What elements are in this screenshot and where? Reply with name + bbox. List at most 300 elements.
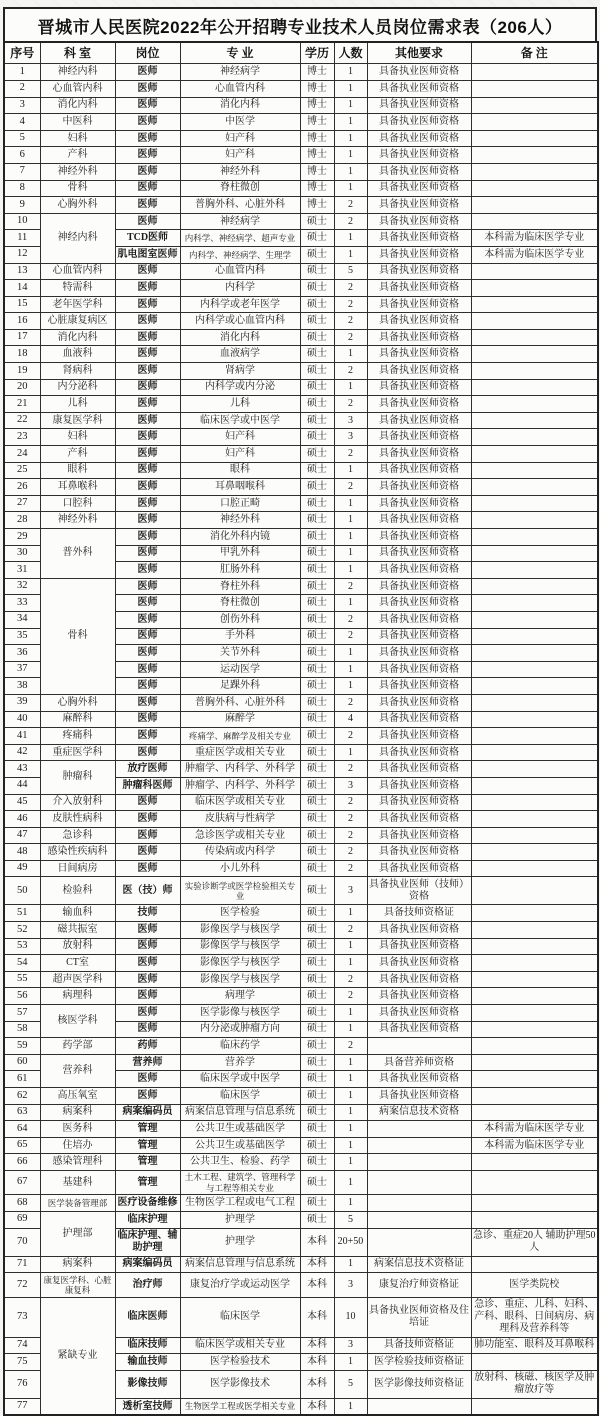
cell-major: 妇产科 <box>180 147 300 164</box>
cell-no: 25 <box>4 462 40 479</box>
cell-requirement: 具备执业医师（技师）资格 <box>367 877 471 905</box>
cell-count: 1 <box>334 1121 367 1138</box>
cell-department: 耳鼻喉科 <box>40 479 115 496</box>
cell-department: 超声医学科 <box>40 971 115 988</box>
cell-degree: 硕士 <box>300 728 334 745</box>
cell-requirement: 具备执业医师资格 <box>367 313 471 330</box>
cell-no: 16 <box>4 313 40 330</box>
cell-remark <box>471 313 598 330</box>
cell-count: 2 <box>334 794 367 811</box>
cell-no: 19 <box>4 363 40 380</box>
cell-major: 妇产科 <box>180 429 300 446</box>
cell-degree: 硕士 <box>300 694 334 711</box>
cell-remark: 医学类院校 <box>471 1273 598 1297</box>
cell-major: 营养学 <box>180 1054 300 1071</box>
cell-position: 医疗设备维修 <box>115 1195 180 1212</box>
cell-no: 5 <box>4 130 40 147</box>
cell-position: 医师 <box>115 495 180 512</box>
cell-major: 血液病学 <box>180 346 300 363</box>
cell-requirement <box>367 1211 471 1228</box>
cell-remark <box>471 296 598 313</box>
cell-position: 医师 <box>115 296 180 313</box>
cell-degree: 硕士 <box>300 1170 334 1194</box>
cell-count: 3 <box>334 1273 367 1297</box>
cell-remark <box>471 97 598 114</box>
cell-position: 医师 <box>115 114 180 131</box>
cell-remark <box>471 512 598 529</box>
cell-no: 36 <box>4 645 40 662</box>
table-row <box>4 1154 598 1171</box>
cell-degree: 硕士 <box>300 1088 334 1105</box>
cell-remark <box>471 1256 598 1273</box>
cell-remark <box>471 728 598 745</box>
cell-major: 中医学 <box>180 114 300 131</box>
cell-remark <box>471 1211 598 1228</box>
cell-no: 74 <box>4 1337 40 1354</box>
cell-position: 放疗医师 <box>115 761 180 778</box>
cell-count: 2 <box>334 844 367 861</box>
cell-department: 神经内科 <box>40 64 115 81</box>
cell-department: 康复医学科、心脏康复科 <box>40 1273 115 1297</box>
cell-remark <box>471 163 598 180</box>
cell-no: 76 <box>4 1370 40 1398</box>
cell-department: 中医科 <box>40 114 115 131</box>
cell-count: 2 <box>334 728 367 745</box>
cell-requirement: 具备执业医师资格 <box>367 429 471 446</box>
cell-count: 2 <box>334 578 367 595</box>
cell-degree: 博士 <box>300 80 334 97</box>
cell-count: 1 <box>334 230 367 247</box>
table-row <box>4 711 598 728</box>
table-row <box>4 955 598 972</box>
cell-major: 实验诊断学或医学检验相关专业 <box>180 877 300 905</box>
column-header-5: 学历 <box>300 42 334 64</box>
cell-position: 医师 <box>115 595 180 612</box>
cell-no: 52 <box>4 922 40 939</box>
cell-major: 消化内科 <box>180 97 300 114</box>
cell-degree: 硕士 <box>300 1005 334 1022</box>
cell-position: 医师 <box>115 562 180 579</box>
cell-position: 医师 <box>115 611 180 628</box>
cell-requirement: 具备执业医师资格 <box>367 562 471 579</box>
cell-department: 急诊科 <box>40 827 115 844</box>
cell-remark <box>471 860 598 877</box>
cell-no: 10 <box>4 213 40 230</box>
cell-major: 临床医学 <box>180 1297 300 1337</box>
cell-department: 心胸外科 <box>40 694 115 711</box>
cell-count: 4 <box>334 711 367 728</box>
cell-position: 医师 <box>115 1005 180 1022</box>
cell-degree: 硕士 <box>300 462 334 479</box>
column-header-1: 序号 <box>4 42 40 64</box>
cell-requirement: 具备执业医师资格 <box>367 263 471 280</box>
cell-requirement: 医学影像技师资格证 <box>367 1370 471 1398</box>
cell-position: 医师 <box>115 130 180 147</box>
cell-no: 11 <box>4 230 40 247</box>
cell-remark: 急诊、重症、儿科、妇科、产科、眼科、日间病房、病理科及营养科等 <box>471 1297 598 1337</box>
cell-position: 医师 <box>115 545 180 562</box>
cell-department: 产科 <box>40 147 115 164</box>
cell-degree: 硕士 <box>300 329 334 346</box>
cell-requirement: 具备执业医师资格 <box>367 147 471 164</box>
cell-no: 55 <box>4 971 40 988</box>
table-row <box>4 130 598 147</box>
cell-degree: 硕士 <box>300 1038 334 1055</box>
cell-count: 2 <box>334 971 367 988</box>
cell-requirement: 具备执业医师资格 <box>367 446 471 463</box>
table-row <box>4 1211 598 1228</box>
cell-department: 医务科 <box>40 1121 115 1138</box>
cell-department: 神经外科 <box>40 163 115 180</box>
cell-count: 3 <box>334 1337 367 1354</box>
cell-degree: 硕士 <box>300 479 334 496</box>
cell-major: 妇产科 <box>180 130 300 147</box>
table-row <box>4 1104 598 1121</box>
cell-degree: 博士 <box>300 197 334 214</box>
cell-requirement: 病案信息技术资格 <box>367 1104 471 1121</box>
cell-major: 医学影像与核医学 <box>180 1005 300 1022</box>
cell-major: 内分泌或肿瘤方向 <box>180 1021 300 1038</box>
cell-remark <box>471 922 598 939</box>
cell-major: 小儿外科 <box>180 860 300 877</box>
cell-department: 眼科 <box>40 462 115 479</box>
cell-position: 医师 <box>115 329 180 346</box>
table-row <box>4 938 598 955</box>
cell-position: 医师 <box>115 694 180 711</box>
cell-position: 管理 <box>115 1170 180 1194</box>
cell-position: 医（技）师 <box>115 877 180 905</box>
cell-remark: 本科需为临床医学专业 <box>471 1121 598 1138</box>
cell-requirement: 具备执业医师资格 <box>367 1088 471 1105</box>
cell-remark <box>471 80 598 97</box>
cell-major: 医学检验 <box>180 905 300 922</box>
table-row <box>4 1088 598 1105</box>
cell-position: 医师 <box>115 922 180 939</box>
cell-major: 护理学 <box>180 1228 300 1256</box>
cell-remark <box>471 64 598 81</box>
cell-remark <box>471 429 598 446</box>
cell-major: 耳鼻咽喉科 <box>180 479 300 496</box>
cell-degree: 硕士 <box>300 545 334 562</box>
cell-position: 医师 <box>115 794 180 811</box>
cell-requirement: 具备执业医师资格 <box>367 661 471 678</box>
cell-remark <box>471 827 598 844</box>
cell-degree: 博士 <box>300 97 334 114</box>
cell-requirement: 具备执业医师资格 <box>367 711 471 728</box>
cell-no: 56 <box>4 988 40 1005</box>
cell-degree: 硕士 <box>300 844 334 861</box>
cell-remark: 本科需为临床医学专业 <box>471 246 598 263</box>
cell-requirement: 具备执业医师资格 <box>367 628 471 645</box>
cell-requirement: 具备执业医师资格 <box>367 412 471 429</box>
cell-requirement: 具备执业医师资格 <box>367 645 471 662</box>
cell-remark <box>471 180 598 197</box>
cell-requirement: 具备执业医师资格 <box>367 794 471 811</box>
cell-degree: 博士 <box>300 163 334 180</box>
cell-requirement: 具备执业医师资格 <box>367 938 471 955</box>
cell-position: 医师 <box>115 163 180 180</box>
cell-requirement: 康复治疗师资格证 <box>367 1273 471 1297</box>
cell-remark: 急诊、重症20人 辅助护理50人 <box>471 1228 598 1256</box>
cell-count: 2 <box>334 922 367 939</box>
cell-position: 医师 <box>115 512 180 529</box>
cell-requirement: 具备执业医师资格 <box>367 230 471 247</box>
cell-no: 62 <box>4 1088 40 1105</box>
cell-major: 心血管内科 <box>180 80 300 97</box>
table-row <box>4 794 598 811</box>
cell-no: 33 <box>4 595 40 612</box>
table-row <box>4 728 598 745</box>
cell-major: 甲乳外科 <box>180 545 300 562</box>
cell-requirement: 具备执业医师资格 <box>367 329 471 346</box>
cell-degree: 博士 <box>300 64 334 81</box>
cell-degree: 硕士 <box>300 263 334 280</box>
cell-major: 康复治疗学或运动医学 <box>180 1273 300 1297</box>
cell-remark <box>471 213 598 230</box>
cell-requirement: 具备执业医师资格 <box>367 495 471 512</box>
cell-department: 心血管内科 <box>40 263 115 280</box>
table-row <box>4 296 598 313</box>
cell-position: TCD医师 <box>115 230 180 247</box>
cell-degree: 硕士 <box>300 860 334 877</box>
cell-remark <box>471 479 598 496</box>
cell-department: 妇科 <box>40 130 115 147</box>
cell-count: 2 <box>334 694 367 711</box>
cell-requirement: 具备执业医师资格 <box>367 1005 471 1022</box>
cell-requirement: 具备执业医师资格 <box>367 595 471 612</box>
cell-count: 1 <box>334 64 367 81</box>
cell-major: 手外科 <box>180 628 300 645</box>
cell-position: 肌电图室医师 <box>115 246 180 263</box>
cell-count: 1 <box>334 379 367 396</box>
cell-no: 59 <box>4 1038 40 1055</box>
cell-no: 12 <box>4 246 40 263</box>
cell-remark <box>471 761 598 778</box>
cell-position: 医师 <box>115 263 180 280</box>
cell-degree: 硕士 <box>300 280 334 297</box>
table-row <box>4 529 598 546</box>
cell-remark <box>471 711 598 728</box>
column-header-2: 科 室 <box>40 42 115 64</box>
table-body <box>4 64 598 1415</box>
table-row <box>4 922 598 939</box>
cell-remark <box>471 363 598 380</box>
cell-major: 病理学 <box>180 988 300 1005</box>
cell-requirement: 具备执业医师资格 <box>367 955 471 972</box>
cell-position: 医师 <box>115 711 180 728</box>
table-row <box>4 1137 598 1154</box>
cell-department: 心胸外科 <box>40 197 115 214</box>
cell-count: 5 <box>334 1370 367 1398</box>
cell-degree: 硕士 <box>300 877 334 905</box>
cell-position: 临床护理、辅助护理 <box>115 1228 180 1256</box>
cell-remark <box>471 446 598 463</box>
cell-requirement: 具备执业医师资格 <box>367 180 471 197</box>
cell-remark <box>471 938 598 955</box>
cell-count: 1 <box>334 545 367 562</box>
cell-degree: 本科 <box>300 1354 334 1371</box>
cell-degree: 硕士 <box>300 379 334 396</box>
column-header-8: 备 注 <box>471 42 598 64</box>
cell-remark <box>471 1021 598 1038</box>
cell-major: 脊柱微创 <box>180 595 300 612</box>
cell-major: 脊柱微创 <box>180 180 300 197</box>
cell-position: 医师 <box>115 213 180 230</box>
cell-degree: 硕士 <box>300 446 334 463</box>
cell-requirement: 具备执业医师资格 <box>367 971 471 988</box>
cell-requirement: 具备执业医师资格 <box>367 512 471 529</box>
column-header-7: 其他要求 <box>367 42 471 64</box>
cell-position: 临床护理 <box>115 1211 180 1228</box>
cell-degree: 本科 <box>300 1273 334 1297</box>
cell-major: 影像医学与核医学 <box>180 955 300 972</box>
cell-major: 神经病学 <box>180 64 300 81</box>
cell-count: 2 <box>334 860 367 877</box>
cell-major: 肿瘤学、内科学、外科学 <box>180 761 300 778</box>
cell-position: 病案编码员 <box>115 1104 180 1121</box>
cell-requirement: 具备执业医师资格 <box>367 80 471 97</box>
table-row <box>4 363 598 380</box>
cell-major: 临床医学 <box>180 1088 300 1105</box>
cell-no: 47 <box>4 827 40 844</box>
cell-degree: 硕士 <box>300 938 334 955</box>
cell-degree: 硕士 <box>300 988 334 1005</box>
cell-no: 49 <box>4 860 40 877</box>
cell-major: 眼科 <box>180 462 300 479</box>
cell-requirement: 具备执业医师资格 <box>367 694 471 711</box>
cell-department: 护理部 <box>40 1211 115 1256</box>
cell-count: 1 <box>334 1195 367 1212</box>
cell-department: 重症医学科 <box>40 744 115 761</box>
cell-no: 28 <box>4 512 40 529</box>
cell-degree: 本科 <box>300 1370 334 1398</box>
cell-remark <box>471 844 598 861</box>
cell-no: 57 <box>4 1005 40 1022</box>
cell-no: 35 <box>4 628 40 645</box>
cell-no: 48 <box>4 844 40 861</box>
table-row <box>4 97 598 114</box>
cell-requirement <box>367 1121 471 1138</box>
cell-degree: 硕士 <box>300 611 334 628</box>
cell-degree: 硕士 <box>300 230 334 247</box>
cell-position: 医师 <box>115 860 180 877</box>
cell-degree: 硕士 <box>300 1071 334 1088</box>
cell-department: 药学部 <box>40 1038 115 1055</box>
cell-count: 2 <box>334 988 367 1005</box>
cell-requirement: 具备执业医师资格 <box>367 761 471 778</box>
cell-major: 脊柱外科 <box>180 578 300 595</box>
cell-count: 3 <box>334 412 367 429</box>
table-row <box>4 64 598 81</box>
cell-department: 神经外科 <box>40 512 115 529</box>
cell-department: CT室 <box>40 955 115 972</box>
cell-no: 72 <box>4 1273 40 1297</box>
cell-no: 29 <box>4 529 40 546</box>
cell-position: 医师 <box>115 379 180 396</box>
cell-no: 46 <box>4 811 40 828</box>
cell-no: 17 <box>4 329 40 346</box>
cell-department: 麻醉科 <box>40 711 115 728</box>
cell-count: 2 <box>334 296 367 313</box>
cell-major: 肛肠外科 <box>180 562 300 579</box>
table-row <box>4 512 598 529</box>
cell-degree: 硕士 <box>300 922 334 939</box>
cell-count: 1 <box>334 97 367 114</box>
cell-department: 产科 <box>40 446 115 463</box>
table-row <box>4 1195 598 1212</box>
cell-department: 心血管内科 <box>40 80 115 97</box>
table-row <box>4 479 598 496</box>
cell-remark <box>471 611 598 628</box>
cell-position: 医师 <box>115 728 180 745</box>
cell-requirement: 具备执业医师资格 <box>367 811 471 828</box>
cell-no: 9 <box>4 197 40 214</box>
cell-degree: 硕士 <box>300 971 334 988</box>
cell-degree: 硕士 <box>300 313 334 330</box>
cell-count: 3 <box>334 777 367 794</box>
cell-requirement: 具备执业医师资格 <box>367 363 471 380</box>
cell-count: 1 <box>334 595 367 612</box>
table-row <box>4 1170 598 1194</box>
cell-no: 73 <box>4 1297 40 1337</box>
cell-no: 37 <box>4 661 40 678</box>
cell-degree: 硕士 <box>300 529 334 546</box>
cell-remark <box>471 114 598 131</box>
cell-requirement: 具备执业医师资格 <box>367 379 471 396</box>
table-row <box>4 1297 598 1337</box>
cell-degree: 硕士 <box>300 661 334 678</box>
cell-department: 病案科 <box>40 1256 115 1273</box>
table-row <box>4 971 598 988</box>
cell-degree: 硕士 <box>300 1054 334 1071</box>
table-row <box>4 446 598 463</box>
cell-remark <box>471 263 598 280</box>
cell-no: 44 <box>4 777 40 794</box>
cell-count: 1 <box>334 147 367 164</box>
cell-no: 31 <box>4 562 40 579</box>
table-row <box>4 396 598 413</box>
cell-degree: 硕士 <box>300 711 334 728</box>
cell-no: 77 <box>4 1398 40 1415</box>
cell-no: 61 <box>4 1071 40 1088</box>
cell-major: 神经外科 <box>180 512 300 529</box>
cell-count: 1 <box>334 529 367 546</box>
cell-count: 1 <box>334 905 367 922</box>
cell-requirement: 具备技师资格证 <box>367 1337 471 1354</box>
cell-count: 2 <box>334 280 367 297</box>
cell-count: 1 <box>334 1088 367 1105</box>
table-row <box>4 197 598 214</box>
cell-degree: 硕士 <box>300 1195 334 1212</box>
cell-no: 23 <box>4 429 40 446</box>
cell-remark <box>471 1154 598 1171</box>
cell-department: 磁共振室 <box>40 922 115 939</box>
cell-major: 创伤外科 <box>180 611 300 628</box>
cell-no: 34 <box>4 611 40 628</box>
cell-count: 1 <box>334 114 367 131</box>
cell-no: 43 <box>4 761 40 778</box>
cell-major: 急诊医学或相关专业 <box>180 827 300 844</box>
cell-major: 病案信息管理与信息系统 <box>180 1104 300 1121</box>
cell-no: 67 <box>4 1170 40 1194</box>
cell-position: 输血技师 <box>115 1354 180 1371</box>
cell-remark <box>471 562 598 579</box>
cell-count: 1 <box>334 462 367 479</box>
cell-remark <box>471 971 598 988</box>
table-row <box>4 429 598 446</box>
cell-no: 75 <box>4 1354 40 1371</box>
cell-position: 医师 <box>115 645 180 662</box>
